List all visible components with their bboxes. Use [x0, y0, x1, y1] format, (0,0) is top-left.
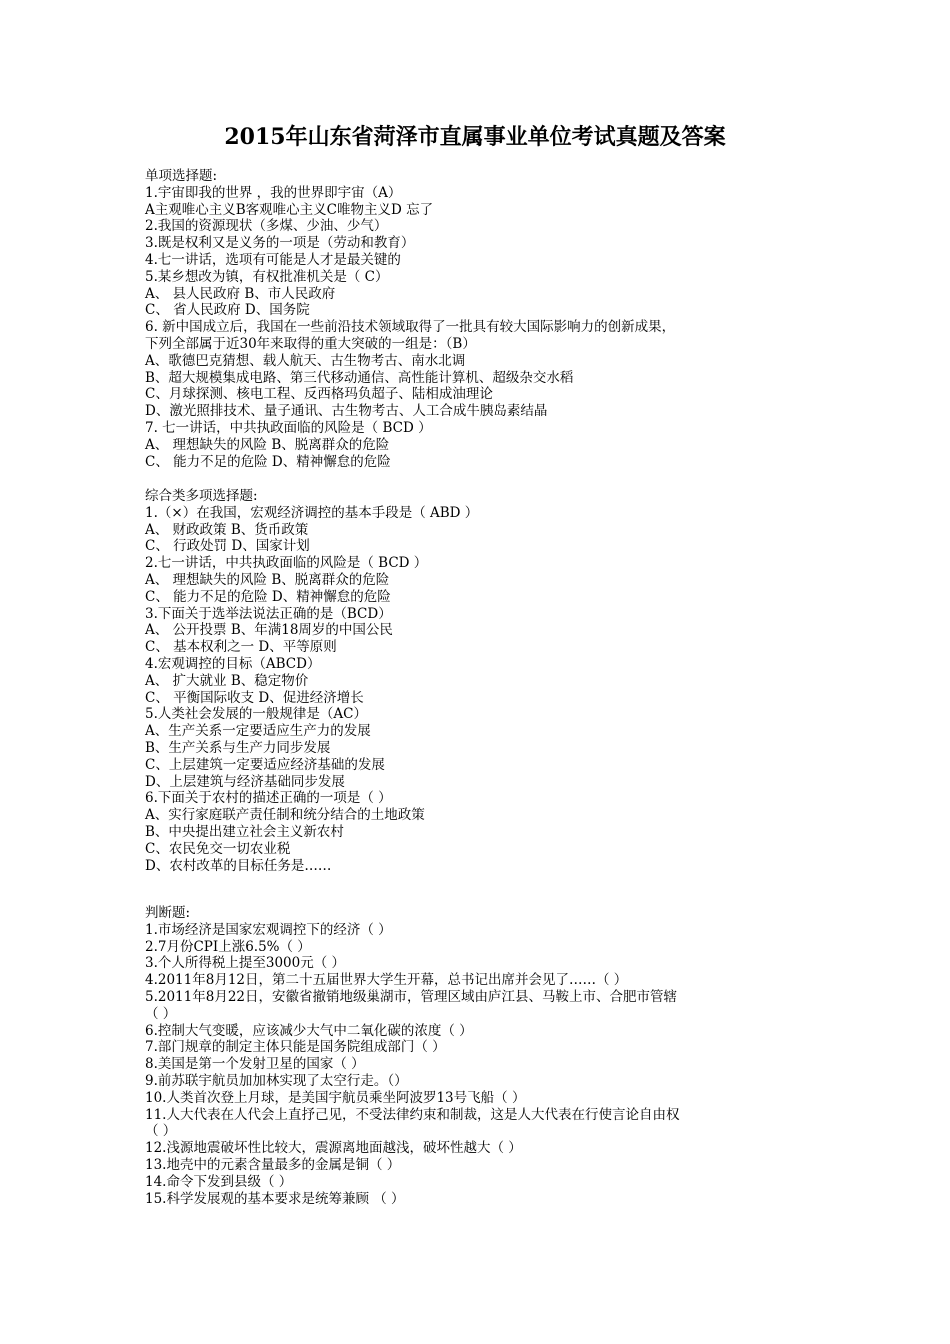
question-line: 1.（×）在我国，宏观经济调控的基本手段是（ ABD ）: [145, 504, 479, 521]
question-line: A、 公开投票 B、年满18周岁的中国公民: [145, 622, 393, 639]
question-line: A主观唯心主义B客观唯心主义C唯物主义D 忘了: [145, 201, 434, 218]
question-line: A、歌德巴克猜想、载人航天、古生物考古、南水北调: [145, 352, 466, 369]
question-line: B、超大规模集成电路、第三代移动通信、高性能计算机、超级杂交水稻: [145, 369, 574, 386]
question-line: C、月球探测、核电工程、反西格玛负超子、陆相成油理论: [145, 386, 493, 403]
question-line: 8.美国是第一个发射卫星的国家（ ）: [145, 1056, 365, 1073]
question-line: 1.宇宙即我的世界 ，我的世界即宇宙（A）: [145, 184, 402, 201]
question-line: C、 行政处罚 D、国家计划: [145, 538, 310, 555]
question-line: C、 平衡国际收支 D、促进经济增长: [145, 689, 364, 706]
question-line: 2.七一讲话，中共执政面临的风险是（ BCD ）: [145, 555, 428, 572]
question-line: 9.前苏联宇航员加加林实现了太空行走。（）: [145, 1072, 408, 1089]
question-line: 7.部门规章的制定主体只能是国务院组成部门（ ）: [145, 1039, 446, 1056]
question-line: D、农村改革的目标任务是……: [145, 857, 332, 874]
question-line: A、实行家庭联产责任制和统分结合的土地政策: [145, 807, 425, 824]
section-single-choice: [145, 168, 825, 470]
section-heading: 单项选择题:: [145, 168, 218, 184]
question-list: [145, 185, 825, 471]
question-line: A、生产关系一定要适应生产力的发展: [145, 723, 371, 740]
page-title: 2015年山东省菏泽市直属事业单位考试真题及答案: [224, 124, 726, 150]
question-line: 11.人大代表在人代会上直抒己见，不受法律约束和制裁，这是人大代表在行使言论自由权: [145, 1106, 680, 1123]
question-line: 4.宏观调控的目标（ABCD）: [145, 655, 321, 672]
question-line: 2.我国的资源现状（多煤、少油、少气）: [145, 218, 388, 235]
question-line: 5.2011年8月22日，安徽省撤销地级巢湖市，管理区域由庐江县、马鞍上市、合肥市管辖: [145, 988, 678, 1005]
question-list: [145, 922, 825, 1208]
question-line: D、激光照排技术、量子通讯、古生物考古、人工合成牛胰岛素结晶: [145, 403, 548, 420]
question-line: D、上层建筑与经济基础同步发展: [145, 773, 345, 790]
question-line: 13.地壳中的元素含量最多的金属是铜（ ）: [145, 1156, 401, 1173]
question-line: 15.科学发展观的基本要求是统筹兼顾 （ ）: [145, 1190, 405, 1207]
question-line: C、 能力不足的危险 D、精神懈怠的危险: [145, 453, 391, 470]
question-line: 4.2011年8月12日，第二十五届世界大学生开幕，总书记出席并会见了……（ ）: [145, 972, 628, 989]
question-line: 6.控制大气变暖，应该减少大气中二氧化碳的浓度（ ）: [145, 1022, 473, 1039]
question-line: （ ）: [145, 1005, 177, 1022]
question-line: C、 基本权利之一 D、平等原则: [145, 639, 337, 656]
question-line: （ ）: [145, 1123, 177, 1140]
question-line: 3.既是权利又是义务的一项是（劳动和教育）: [145, 235, 415, 252]
question-line: 5.某乡想改为镇，有权批准机关是（ C）: [145, 268, 389, 285]
question-line: 6.下面关于农村的描述正确的一项是（ ）: [145, 790, 392, 807]
question-line: 7. 七一讲话，中共执政面临的风险是（ BCD ）: [145, 419, 432, 436]
question-line: A、 理想缺失的风险 B、脱离群众的危险: [145, 571, 390, 588]
section-true-false: [145, 905, 825, 1207]
question-line: B、中央提出建立社会主义新农村: [145, 823, 344, 840]
question-line: B、生产关系与生产力同步发展: [145, 739, 331, 756]
question-line: 下列全部属于近30年来取得的重大突破的一组是：（B）: [145, 335, 476, 352]
section-heading: 综合类多项选择题:: [145, 488, 258, 504]
question-line: C、上层建筑一定要适应经济基础的发展: [145, 756, 385, 773]
question-line: 6. 新中国成立后，我国在一些前沿技术领域取得了一批具有较大国际影响力的创新成果，: [145, 319, 676, 336]
question-line: C、 省人民政府 D、国务院: [145, 302, 310, 319]
question-line: A、 财政政策 B、货币政策: [145, 521, 309, 538]
question-line: 12.浅源地震破坏性比较大，震源离地面越浅，破坏性越大（ ）: [145, 1140, 522, 1157]
section-heading: 判断题:: [145, 905, 191, 921]
question-line: 10.人类首次登上月球，是美国宇航员乘坐阿波罗13号飞船（ ）: [145, 1089, 526, 1106]
question-line: 4.七一讲话，选项有可能是人才是最关键的: [145, 251, 401, 268]
question-list: [145, 505, 825, 875]
question-line: A、 扩大就业 B、稳定物价: [145, 672, 309, 689]
question-line: 14.命令下发到县级（ ）: [145, 1173, 293, 1190]
question-line: 3.下面关于选举法说法正确的是（BCD）: [145, 605, 392, 622]
question-line: 2.7月份CPI上涨6.5%（ ）: [145, 938, 311, 955]
section-multiple-choice: [145, 488, 825, 874]
question-line: A、 县人民政府 B、市人民政府: [145, 285, 336, 302]
question-line: C、农民免交一切农业税: [145, 840, 291, 857]
question-line: C、 能力不足的危险 D、精神懈怠的危险: [145, 588, 391, 605]
question-line: 5.人类社会发展的一般规律是（AC）: [145, 706, 367, 723]
question-line: 1.市场经济是国家宏观调控下的经济（ ）: [145, 921, 392, 938]
question-line: A、 理想缺失的风险 B、脱离群众的危险: [145, 436, 390, 453]
question-line: 3.个人所得税上提至3000元（ ）: [145, 955, 346, 972]
